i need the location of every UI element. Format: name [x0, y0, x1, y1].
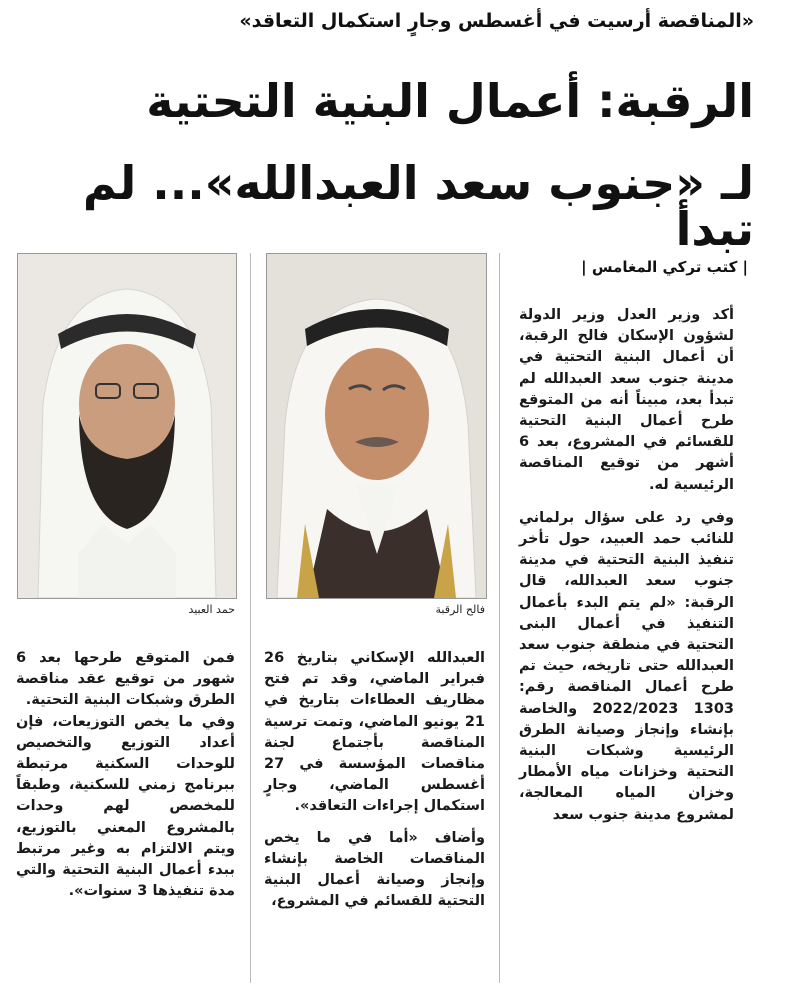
photo-caption-left: حمد العبيد	[188, 603, 235, 616]
article-column-middle	[264, 648, 485, 912]
headline-line-2: لـ «جنوب سعد العبدالله»... لم تبدأ	[82, 156, 754, 256]
headline-line-1: الرقبة: أعمال البنية التحتية	[146, 74, 754, 128]
paragraph: العبدالله الإسكاني بتاريخ 26 فبراير الماضي، وقد تم فتح مظاريف العطاءات بتاريخ في 21 يونيو الماضي، وتمت ترسية المناقصة بأجتماع لجنة مناقصات المؤسسة في 27 أغسطس الماضي، وجارٍ استكمال إجراءات التعاقد».	[264, 650, 485, 815]
paragraph: فمن المتوقع طرحها بعد 6 شهور من توقيع عقد مناقصة الطرق وشبكات البنية التحتية.	[16, 650, 235, 709]
article-column-right	[519, 305, 734, 826]
column-divider	[250, 253, 251, 983]
byline: | كتب تركي المغامس |	[581, 258, 748, 276]
paragraph: وأضاف «أما في ما يخص المناقصات الخاصة بإنشاء وإنجاز وصيانة أعمال البنية التحتية للقسائم في المشروع،	[264, 829, 485, 910]
paragraph: وفي ما يخص التوزيعات، فإن أعداد التوزيع والتخصيص للوحدات السكنية مرتبطة ببرنامج زمني للسكنية، وطبقاً للمخصص لهم وحدات بالمشروع المعني بالتوزيع، ويتم الالتزام به وغير مرتبط ببدء أعمال البنية التحتية والتي مدة تنفيذها 3 سنوات».	[16, 713, 235, 900]
paragraph: أكد وزير العدل وزير الدولة لشؤون الإسكان فالح الرقبة، أن أعمال البنية التحتية في مدينة جنوب سعد العبدالله لم تبدأ بعد، مبيناً أنه من المتوقع طرح أعمال البنية التحتية للقسائم في المشروع، بعد 6 أشهر من توقيع المناقصة الرئيسية له.	[519, 307, 734, 493]
kicker-subheadline: «المناقصة أرسيت في أغسطس وجارٍ استكمال التعاقد»	[239, 10, 754, 32]
column-divider	[499, 253, 500, 983]
photo-faleh-alroqba	[266, 253, 487, 599]
photo-hamad-alobaid	[17, 253, 237, 599]
photo-caption-middle: فالح الرقبة	[435, 603, 485, 616]
article-column-left	[16, 648, 235, 902]
paragraph: وفي رد على سؤال برلماني للنائب حمد العبيد، حول تأخر تنفيذ البنية التحتية في مدينة جنوب سعد العبدالله، قال الرقبة: «لم يتم البدء بأعمال التنفيذ في أعمال البنى التحتية في منطقة جنوب سعد العبدالله حتى تاريخه، حيث تم طرح أعمال المناقصة رقم: 1303 2022/2023 والخاصة بإنشاء وإنجاز وصيانة الطرق الرئيسية وشبكات البنية التحتية وخزانات مياه الأمطار وخزان المياه المعالجة، لمشروع مدينة جنوب سعد	[519, 509, 734, 823]
